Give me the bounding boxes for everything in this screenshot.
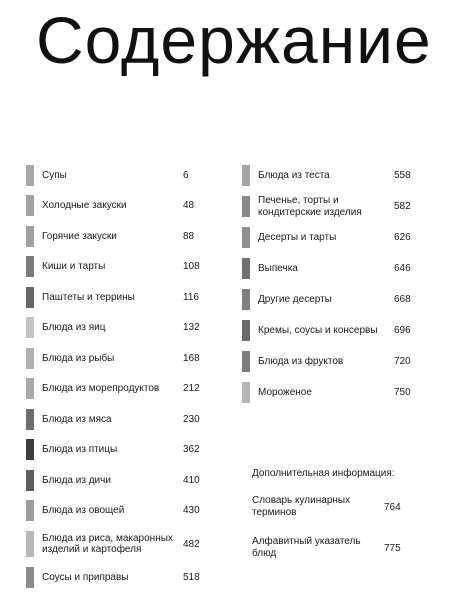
toc-entry-label: Соусы и приправы: [42, 571, 129, 583]
section-color-swatch: [26, 531, 34, 557]
toc-entry-label: Блюда из рыбы: [42, 352, 115, 364]
section-color-swatch: [26, 567, 34, 588]
additional-info-heading: Дополнительная информация:: [252, 468, 395, 479]
toc-entry-label: Другие десерты: [258, 293, 332, 305]
toc-entry-page: 582: [394, 201, 411, 212]
toc-entry-label: Выпечка: [258, 262, 298, 274]
toc-entry-page: 696: [394, 325, 411, 336]
toc-entry-label: Горячие закуски: [42, 230, 117, 242]
toc-entry-page: 750: [394, 387, 411, 398]
toc-entry-label: Паштеты и террины: [42, 291, 135, 303]
additional-info-label: Словарь кулинарных терминов: [252, 495, 351, 518]
section-color-swatch: [242, 351, 250, 372]
section-color-swatch: [26, 317, 34, 338]
toc-entry-page: 6: [183, 169, 189, 181]
toc-entry[interactable]: [26, 404, 201, 435]
toc-entry-label: Десерты и тарты: [258, 231, 337, 243]
section-color-swatch: [26, 470, 34, 491]
toc-entry-label: Блюда из птицы: [42, 444, 118, 455]
section-color-swatch: [26, 256, 34, 277]
section-color-swatch: [26, 165, 34, 186]
toc-entry[interactable]: [26, 221, 201, 252]
page-title: Содержание: [36, 3, 432, 77]
toc-entry[interactable]: [26, 374, 201, 405]
toc-entry-page: 482: [183, 538, 200, 550]
toc-entry-label: Блюда из дичи: [42, 474, 111, 486]
toc-entry[interactable]: [26, 496, 201, 527]
toc-entry[interactable]: [242, 160, 414, 191]
toc-entry-page: 132: [183, 322, 200, 334]
toc-entry-page: 168: [183, 352, 200, 364]
section-color-swatch: [242, 320, 250, 341]
toc-entry-page: 362: [183, 444, 200, 456]
toc-right-column: [242, 160, 414, 408]
toc-entry-label: Блюда из морепродуктов: [42, 383, 160, 394]
additional-info-entry[interactable]: [252, 495, 422, 519]
toc-entry-page: 558: [394, 170, 411, 181]
toc-entry-page: 720: [394, 356, 411, 367]
toc-entry[interactable]: [26, 160, 201, 191]
additional-info-label: Алфавитный указатель блюд: [252, 536, 361, 559]
section-color-swatch: [26, 348, 34, 369]
toc-entry-page: 410: [183, 474, 200, 486]
toc-entry[interactable]: [242, 284, 414, 315]
toc-entry-page: 116: [183, 291, 199, 303]
toc-entry[interactable]: [26, 435, 201, 466]
toc-entry-page: 212: [183, 383, 200, 395]
toc-entry-page: 230: [183, 413, 200, 425]
section-color-swatch: [242, 289, 250, 310]
toc-entry-label: Холодные закуски: [42, 200, 127, 211]
toc-entry[interactable]: [242, 377, 414, 408]
toc-entry-label: Блюда из теста: [258, 169, 330, 181]
toc-entry[interactable]: [26, 465, 201, 496]
additional-info-page: 775: [384, 542, 401, 554]
section-color-swatch: [26, 195, 34, 216]
section-color-swatch: [26, 439, 34, 460]
toc-left-column: [26, 160, 201, 593]
section-color-swatch: [242, 227, 250, 248]
toc-entry-page: 108: [183, 261, 200, 273]
section-color-swatch: [26, 409, 34, 430]
section-color-swatch: [26, 226, 34, 247]
toc-entry-label: Блюда из овощей: [42, 505, 125, 516]
toc-entry[interactable]: [26, 252, 201, 283]
section-color-swatch: [242, 382, 250, 403]
toc-entry[interactable]: [26, 343, 201, 374]
toc-entry-label: Блюда из мяса: [42, 413, 112, 425]
toc-entry[interactable]: [242, 253, 414, 284]
toc-entry-label: Кремы, соусы и консервы: [258, 324, 378, 336]
section-color-swatch: [26, 378, 34, 399]
toc-entry-page: 88: [183, 230, 195, 242]
toc-entry-label: Супы: [42, 169, 67, 181]
section-color-swatch: [26, 500, 34, 521]
additional-info-page: 764: [384, 501, 401, 513]
toc-entry[interactable]: [242, 346, 414, 377]
toc-entry-label: Киши и тарты: [42, 261, 106, 272]
toc-entry[interactable]: [26, 191, 201, 222]
toc-entry[interactable]: [26, 282, 201, 313]
toc-entry[interactable]: [242, 315, 414, 346]
toc-entry-page: 518: [183, 571, 200, 583]
section-color-swatch: [242, 258, 250, 279]
toc-entry-label: Блюда из яиц: [42, 322, 106, 333]
toc-entry[interactable]: [242, 191, 414, 222]
toc-entry-label: Блюда из риса, макаронных изделий и картофеля: [42, 532, 173, 555]
toc-entry-page: 626: [394, 232, 411, 243]
toc-entry-label: Мороженое: [258, 386, 312, 398]
toc-entry-label: Блюда из фруктов: [258, 355, 344, 367]
additional-info-entry[interactable]: [252, 536, 422, 560]
toc-entry-label: Печенье, торты и кондитерские изделия: [258, 195, 362, 218]
toc-entry-page: 48: [183, 200, 195, 212]
toc-entry[interactable]: [242, 222, 414, 253]
section-color-swatch: [26, 287, 34, 308]
toc-entry[interactable]: [26, 313, 201, 344]
toc-entry[interactable]: [26, 562, 201, 593]
section-color-swatch: [242, 196, 250, 217]
section-color-swatch: [242, 165, 250, 186]
toc-entry-page: 668: [394, 294, 411, 305]
toc-entry-page: 430: [183, 505, 200, 517]
additional-info-section: [252, 468, 422, 577]
toc-entry-page: 646: [394, 263, 411, 274]
toc-entry[interactable]: [26, 526, 201, 562]
